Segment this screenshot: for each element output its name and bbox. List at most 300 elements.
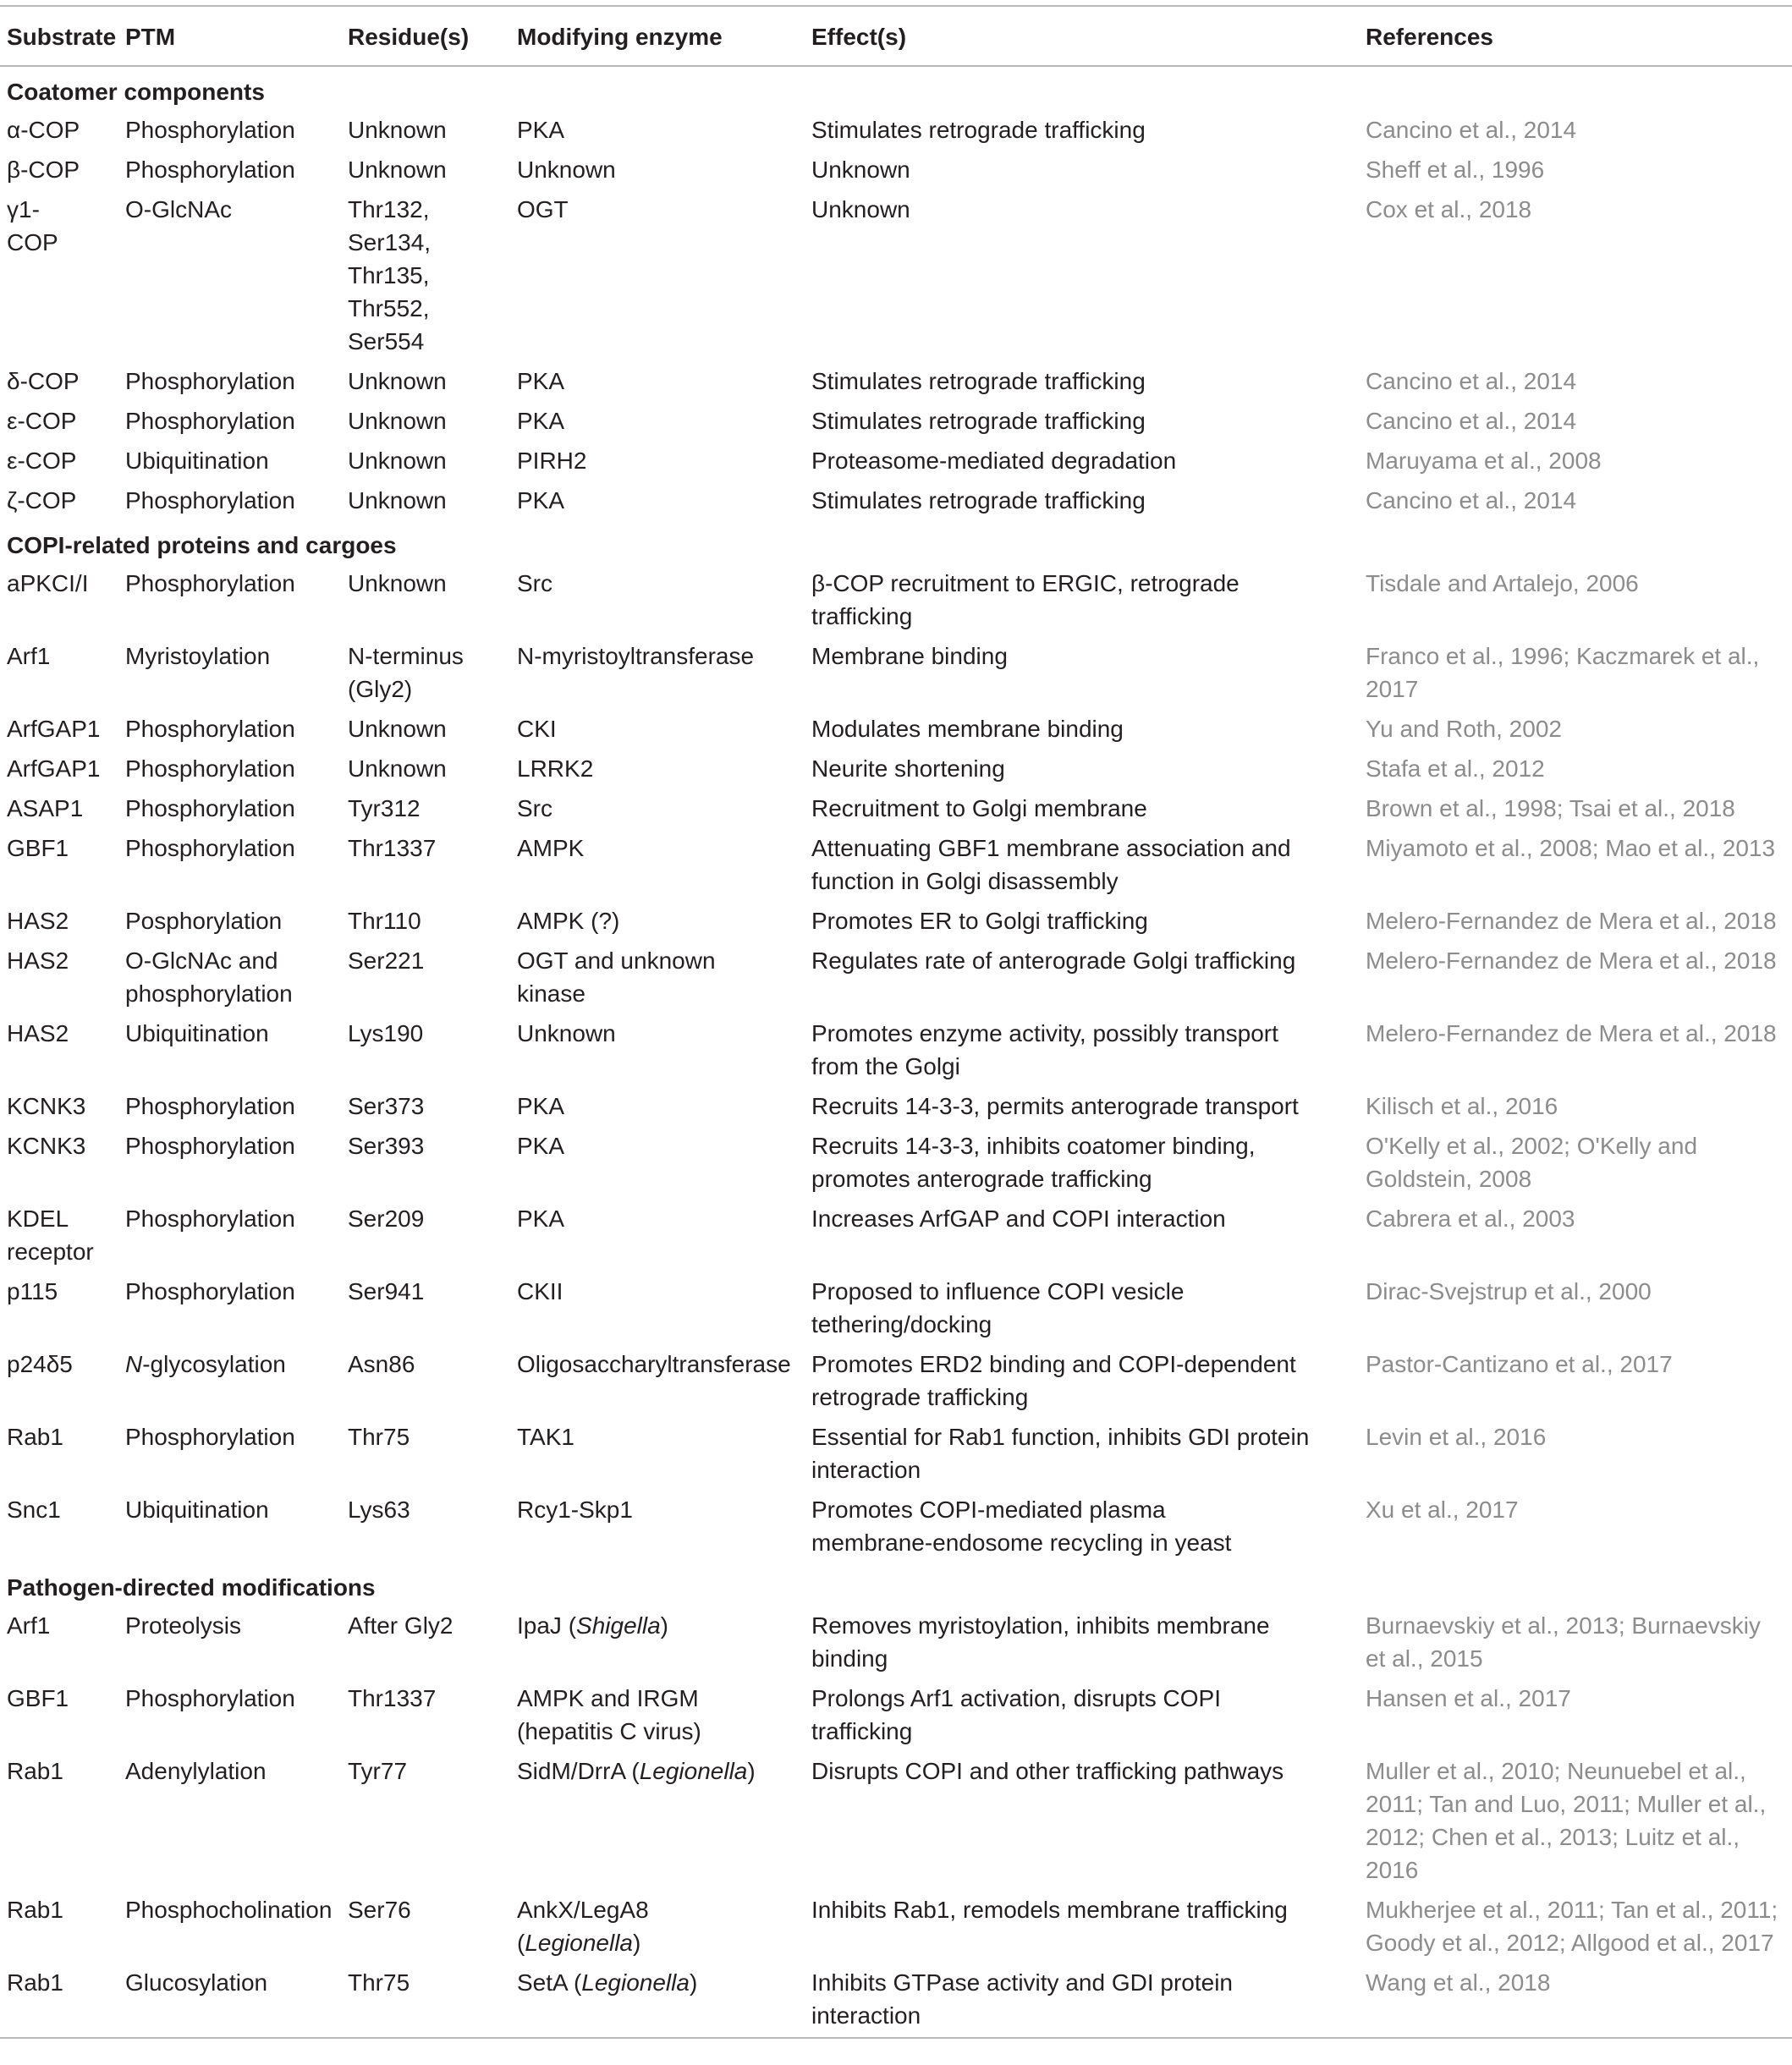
cell-ptm [125, 828, 348, 901]
cell-residue-line: Unknown [348, 157, 447, 183]
section-row [0, 1562, 1792, 1606]
cell-modifying-enzyme-line: PKA [517, 1205, 565, 1232]
cell-effect-line: from the Golgi [811, 1053, 960, 1079]
cell-ptm [125, 1417, 348, 1490]
reference-line: Wang et al., 2018 [1366, 1969, 1551, 1996]
section-row [0, 520, 1792, 563]
table-row [0, 1271, 1792, 1344]
table-row [0, 563, 1792, 636]
reference-line: 2012; Chen et al., 2013; Luitz et al., [1366, 1824, 1740, 1850]
cell-references [1366, 1199, 1792, 1271]
cell-substrate [0, 441, 125, 481]
cell-residue [348, 1490, 517, 1562]
cell-modifying-enzyme [517, 1963, 811, 2038]
header-references: References [1366, 6, 1792, 66]
cell-residue [348, 361, 517, 401]
cell-effect [811, 1963, 1366, 2038]
table-row [0, 1890, 1792, 1963]
cell-modifying-enzyme-line: CKI [517, 716, 557, 742]
cell-effect-line: promotes anterograde trafficking [811, 1166, 1152, 1192]
reference-line: Sheff et al., 1996 [1366, 157, 1545, 183]
cell-residue [348, 749, 517, 788]
cell-effect-line: Stimulates retrograde trafficking [811, 487, 1146, 514]
cell-substrate [0, 361, 125, 401]
cell-substrate-line: Snc1 [7, 1497, 61, 1523]
cell-ptm [125, 709, 348, 749]
cell-effect [811, 563, 1366, 636]
cell-effect-line: Recruits 14-3-3, inhibits coatomer binding, [811, 1133, 1256, 1159]
cell-modifying-enzyme-line: PKA [517, 117, 565, 143]
cell-effect [811, 1126, 1366, 1199]
cell-modifying-enzyme [517, 1890, 811, 1963]
cell-modifying-enzyme [517, 150, 811, 189]
table-row [0, 150, 1792, 189]
header-modifying-enzyme: Modifying enzyme [517, 6, 811, 66]
ptm-table [0, 5, 1792, 2039]
cell-modifying-enzyme-line: PKA [517, 1093, 565, 1119]
cell-modifying-enzyme-line: PKA [517, 408, 565, 434]
cell-references [1366, 189, 1792, 361]
reference-line: Muller et al., 2010; Neunuebel et al., [1366, 1758, 1746, 1784]
cell-effect [811, 901, 1366, 941]
cell-effect-line: Modulates membrane binding [811, 716, 1124, 742]
cell-ptm [125, 788, 348, 828]
cell-ptm-line: Phosphorylation [125, 835, 295, 861]
cell-modifying-enzyme [517, 1271, 811, 1344]
cell-effect-line: Stimulates retrograde trafficking [811, 117, 1146, 143]
cell-substrate [0, 1271, 125, 1344]
cell-modifying-enzyme-line: Unknown [517, 1020, 616, 1046]
reference-line: Hansen et al., 2017 [1366, 1685, 1571, 1711]
cell-references [1366, 1271, 1792, 1344]
table-row [0, 1013, 1792, 1086]
cell-ptm [125, 110, 348, 150]
cell-substrate-line: ArfGAP1 [7, 716, 101, 742]
cell-residue-line: Thr1337 [348, 835, 437, 861]
cell-effect-line: Neurite shortening [811, 755, 1005, 782]
table-row [0, 189, 1792, 361]
cell-effect-line: Promotes ERD2 binding and COPI-dependent [811, 1351, 1296, 1377]
cell-effect [811, 636, 1366, 709]
cell-modifying-enzyme-line: Src [517, 795, 552, 821]
cell-modifying-enzyme-line: PKA [517, 487, 565, 514]
cell-modifying-enzyme-line: PKA [517, 368, 565, 394]
cell-modifying-enzyme-line: PKA [517, 1133, 565, 1159]
cell-ptm-line: Phosphorylation [125, 1205, 295, 1232]
cell-ptm-line: Phosphorylation [125, 368, 295, 394]
cell-substrate-line: Rab1 [7, 1969, 63, 1996]
cell-modifying-enzyme [517, 1344, 811, 1417]
cell-modifying-enzyme [517, 401, 811, 441]
reference-line: Goldstein, 2008 [1366, 1166, 1532, 1192]
cell-effect [811, 401, 1366, 441]
reference-line: Yu and Roth, 2002 [1366, 716, 1562, 742]
cell-residue-line: Lys63 [348, 1497, 410, 1523]
cell-ptm-line: Phosphorylation [125, 157, 295, 183]
cell-residue-line: Ser941 [348, 1278, 425, 1304]
cell-references [1366, 1606, 1792, 1678]
section-title: Pathogen-directed modifications [7, 1574, 376, 1601]
cell-references [1366, 636, 1792, 709]
reference-line: 2017 [1366, 676, 1419, 702]
cell-effect-line: Prolongs Arf1 activation, disrupts COPI [811, 1685, 1221, 1711]
cell-references [1366, 1751, 1792, 1890]
cell-residue-line: Ser76 [348, 1897, 411, 1923]
cell-residue [348, 1344, 517, 1417]
cell-substrate-line: ArfGAP1 [7, 755, 101, 782]
cell-residue [348, 1963, 517, 2038]
cell-effect [811, 709, 1366, 749]
table-row [0, 1126, 1792, 1199]
cell-modifying-enzyme [517, 1678, 811, 1751]
cell-modifying-enzyme [517, 1751, 811, 1890]
reference-line: Kilisch et al., 2016 [1366, 1093, 1558, 1119]
cell-ptm-line: N-glycosylation [125, 1351, 286, 1377]
reference-line: 2011; Tan and Luo, 2011; Muller et al., [1366, 1791, 1767, 1817]
cell-effect [811, 1199, 1366, 1271]
cell-residue-line: Thr1337 [348, 1685, 437, 1711]
cell-references [1366, 110, 1792, 150]
cell-residue [348, 1751, 517, 1890]
cell-ptm-line: Phosphorylation [125, 117, 295, 143]
cell-ptm [125, 901, 348, 941]
cell-substrate-line: Rab1 [7, 1897, 63, 1923]
reference-line: Cancino et al., 2014 [1366, 117, 1577, 143]
cell-effect [811, 1606, 1366, 1678]
cell-effect-line: Membrane binding [811, 643, 1008, 669]
cell-modifying-enzyme-line: Rcy1-Skp1 [517, 1497, 633, 1523]
cell-references [1366, 1417, 1792, 1490]
cell-substrate-line: Arf1 [7, 643, 51, 669]
cell-substrate-line: COP [7, 229, 58, 255]
reference-line: Levin et al., 2016 [1366, 1424, 1547, 1450]
cell-residue-line: N-terminus [348, 643, 464, 669]
cell-residue [348, 901, 517, 941]
cell-residue [348, 1126, 517, 1199]
cell-residue-line: Unknown [348, 448, 447, 474]
cell-ptm [125, 401, 348, 441]
table-row [0, 401, 1792, 441]
cell-residue-line: Asn86 [348, 1351, 415, 1377]
reference-line: Mukherjee et al., 2011; Tan et al., 2011; [1366, 1897, 1778, 1923]
cell-residue [348, 1890, 517, 1963]
table-row [0, 1086, 1792, 1126]
reference-line: Melero-Fernandez de Mera et al., 2018 [1366, 908, 1777, 934]
cell-substrate [0, 150, 125, 189]
cell-modifying-enzyme-line: Oligosaccharyltransferase [517, 1351, 791, 1377]
cell-ptm-line: Ubiquitination [125, 1020, 269, 1046]
cell-residue [348, 636, 517, 709]
cell-ptm [125, 481, 348, 520]
cell-substrate [0, 1344, 125, 1417]
cell-modifying-enzyme-line: N-myristoyltransferase [517, 643, 755, 669]
cell-residue-line: Unknown [348, 408, 447, 434]
cell-substrate-line: HAS2 [7, 947, 69, 974]
cell-ptm-line: Phosphorylation [125, 408, 295, 434]
cell-modifying-enzyme [517, 481, 811, 520]
cell-ptm-line: O-GlcNAc and [125, 947, 278, 974]
cell-residue-line: Thr552, [348, 295, 430, 321]
cell-residue-line: Tyr312 [348, 795, 421, 821]
cell-ptm-line: Phosphorylation [125, 487, 295, 514]
cell-ptm-line: O-GlcNAc [125, 196, 232, 222]
cell-ptm-line: Glucosylation [125, 1969, 268, 1996]
cell-modifying-enzyme-line: LRRK2 [517, 755, 594, 782]
cell-effect [811, 481, 1366, 520]
cell-ptm-line: Phosphocholination [125, 1897, 333, 1923]
cell-ptm-line: Phosphorylation [125, 716, 295, 742]
cell-effect [811, 1086, 1366, 1126]
table-row [0, 941, 1792, 1013]
cell-modifying-enzyme-line: OGT and unknown [517, 947, 716, 974]
cell-substrate [0, 401, 125, 441]
table-row [0, 361, 1792, 401]
cell-references [1366, 401, 1792, 441]
cell-substrate [0, 828, 125, 901]
reference-line: Cox et al., 2018 [1366, 196, 1532, 222]
cell-residue-line: Unknown [348, 570, 447, 596]
cell-effect-line: Increases ArfGAP and COPI interaction [811, 1205, 1226, 1232]
table-row [0, 901, 1792, 941]
table-row [0, 110, 1792, 150]
cell-substrate [0, 1013, 125, 1086]
cell-residue-line: Ser134, [348, 229, 432, 255]
cell-effect [811, 110, 1366, 150]
cell-substrate [0, 1890, 125, 1963]
cell-residue-line: Thr75 [348, 1969, 410, 1996]
cell-residue [348, 110, 517, 150]
cell-residue-line: Thr132, [348, 196, 430, 222]
cell-ptm [125, 441, 348, 481]
cell-substrate-line: KDEL [7, 1205, 69, 1232]
cell-references [1366, 1678, 1792, 1751]
cell-references [1366, 828, 1792, 901]
cell-references [1366, 481, 1792, 520]
cell-ptm [125, 1751, 348, 1890]
cell-effect-line: Unknown [811, 157, 910, 183]
cell-substrate-line: KCNK3 [7, 1133, 86, 1159]
cell-modifying-enzyme [517, 441, 811, 481]
cell-residue [348, 401, 517, 441]
cell-effect-line: Promotes ER to Golgi trafficking [811, 908, 1148, 934]
cell-ptm [125, 563, 348, 636]
cell-ptm-line: Phosphorylation [125, 1685, 295, 1711]
reference-line: Xu et al., 2017 [1366, 1497, 1519, 1523]
header-effects: Effect(s) [811, 6, 1366, 66]
reference-line: 2016 [1366, 1857, 1419, 1883]
cell-residue [348, 441, 517, 481]
cell-effect-line: binding [811, 1645, 888, 1672]
cell-modifying-enzyme [517, 749, 811, 788]
cell-residue-line: Ser373 [348, 1093, 425, 1119]
cell-substrate [0, 481, 125, 520]
cell-effect-line: Proposed to influence COPI vesicle [811, 1278, 1185, 1304]
cell-references [1366, 1086, 1792, 1126]
table-row [0, 636, 1792, 709]
cell-substrate-line: ASAP1 [7, 795, 84, 821]
cell-residue [348, 150, 517, 189]
cell-ptm-line: Phosphorylation [125, 755, 295, 782]
reference-line: Stafa et al., 2012 [1366, 755, 1545, 782]
cell-substrate [0, 1199, 125, 1271]
cell-effect [811, 1271, 1366, 1344]
cell-effect-line: Stimulates retrograde trafficking [811, 408, 1146, 434]
table-row [0, 1490, 1792, 1562]
cell-effect [811, 361, 1366, 401]
cell-references [1366, 901, 1792, 941]
cell-references [1366, 1963, 1792, 2038]
cell-modifying-enzyme [517, 1606, 811, 1678]
cell-substrate-line: p115 [7, 1278, 58, 1304]
cell-substrate-line: p24δ5 [7, 1351, 73, 1377]
cell-references [1366, 563, 1792, 636]
cell-modifying-enzyme [517, 709, 811, 749]
cell-ptm-line: Phosphorylation [125, 570, 295, 596]
cell-modifying-enzyme-line: OGT [517, 196, 569, 222]
cell-effect [811, 828, 1366, 901]
cell-modifying-enzyme [517, 1086, 811, 1126]
cell-references [1366, 441, 1792, 481]
cell-ptm [125, 361, 348, 401]
cell-ptm-line: Proteolysis [125, 1612, 241, 1639]
header-ptm: PTM [125, 6, 348, 66]
cell-modifying-enzyme [517, 1013, 811, 1086]
cell-residue [348, 1606, 517, 1678]
cell-effect-line: Inhibits GTPase activity and GDI protein [811, 1969, 1233, 1996]
cell-effect [811, 1417, 1366, 1490]
cell-residue-line: Unknown [348, 487, 447, 514]
cell-effect-line: Essential for Rab1 function, inhibits GDI protein [811, 1424, 1310, 1450]
cell-modifying-enzyme [517, 1199, 811, 1271]
cell-effect [811, 1751, 1366, 1890]
cell-substrate-line: GBF1 [7, 1685, 69, 1711]
cell-substrate [0, 1751, 125, 1890]
cell-substrate-line: β-COP [7, 157, 80, 183]
cell-modifying-enzyme-line: (Legionella) [517, 1930, 641, 1956]
cell-effect-line: Unknown [811, 196, 910, 222]
table-row [0, 788, 1792, 828]
cell-modifying-enzyme-line: PIRH2 [517, 448, 587, 474]
cell-substrate-line: ζ-COP [7, 487, 77, 514]
cell-substrate [0, 1963, 125, 2038]
cell-references [1366, 1126, 1792, 1199]
cell-ptm [125, 636, 348, 709]
cell-modifying-enzyme [517, 1126, 811, 1199]
cell-substrate [0, 1606, 125, 1678]
cell-substrate [0, 1086, 125, 1126]
table-row [0, 1344, 1792, 1417]
cell-references [1366, 709, 1792, 749]
cell-ptm [125, 1890, 348, 1963]
cell-substrate-line: KCNK3 [7, 1093, 86, 1119]
reference-line: Tisdale and Artalejo, 2006 [1366, 570, 1639, 596]
cell-ptm [125, 749, 348, 788]
cell-ptm-line: Phosphorylation [125, 1278, 295, 1304]
section-title: Coatomer components [7, 79, 265, 105]
cell-ptm-line: Adenylylation [125, 1758, 267, 1784]
cell-references [1366, 941, 1792, 1013]
cell-ptm [125, 1678, 348, 1751]
section-row [0, 66, 1792, 110]
cell-effect-line: tethering/docking [811, 1311, 992, 1337]
cell-substrate-line: aPKCI/I [7, 570, 89, 596]
cell-substrate-line: ε-COP [7, 408, 77, 434]
cell-substrate [0, 1678, 125, 1751]
cell-substrate-line: Arf1 [7, 1612, 51, 1639]
cell-residue [348, 788, 517, 828]
cell-modifying-enzyme-line: TAK1 [517, 1424, 574, 1450]
cell-ptm-line: Phosphorylation [125, 1093, 295, 1119]
cell-residue-line: Ser221 [348, 947, 425, 974]
reference-line: et al., 2015 [1366, 1645, 1483, 1672]
reference-line: Brown et al., 1998; Tsai et al., 2018 [1366, 795, 1735, 821]
reference-line: Cancino et al., 2014 [1366, 368, 1577, 394]
cell-modifying-enzyme [517, 361, 811, 401]
table-row [0, 441, 1792, 481]
cell-substrate [0, 901, 125, 941]
cell-residue-line: Ser393 [348, 1133, 425, 1159]
cell-modifying-enzyme [517, 636, 811, 709]
cell-references [1366, 1890, 1792, 1963]
cell-modifying-enzyme-line: SidM/DrrA (Legionella) [517, 1758, 756, 1784]
table-row [0, 481, 1792, 520]
table-row [0, 1199, 1792, 1271]
cell-effect-line: Attenuating GBF1 membrane association and [811, 835, 1291, 861]
cell-substrate [0, 1490, 125, 1562]
reference-line: O'Kelly et al., 2002; O'Kelly and [1366, 1133, 1698, 1159]
cell-effect-line: membrane-endosome recycling in yeast [811, 1530, 1232, 1556]
table-body [0, 66, 1792, 2038]
cell-residue-line: Thr110 [348, 908, 421, 934]
cell-references [1366, 361, 1792, 401]
cell-effect [811, 941, 1366, 1013]
cell-modifying-enzyme [517, 1490, 811, 1562]
cell-substrate [0, 709, 125, 749]
cell-modifying-enzyme-line: AMPK and IRGM [517, 1685, 699, 1711]
table-row [0, 1678, 1792, 1751]
table-row [0, 1417, 1792, 1490]
cell-references [1366, 1013, 1792, 1086]
cell-references [1366, 749, 1792, 788]
cell-effect-line: interaction [811, 2002, 921, 2029]
cell-substrate [0, 636, 125, 709]
cell-residue [348, 941, 517, 1013]
cell-effect-line: Regulates rate of anterograde Golgi trafficking [811, 947, 1296, 974]
cell-effect-line: trafficking [811, 1718, 913, 1744]
cell-effect-line: function in Golgi disassembly [811, 868, 1119, 894]
cell-ptm [125, 150, 348, 189]
cell-residue [348, 189, 517, 361]
reference-line: Burnaevskiy et al., 2013; Burnaevskiy [1366, 1612, 1761, 1639]
cell-effect-line: Promotes enzyme activity, possibly transport [811, 1020, 1278, 1046]
cell-residue-line: Unknown [348, 716, 447, 742]
cell-modifying-enzyme-line: IpaJ (Shigella) [517, 1612, 668, 1639]
cell-ptm [125, 1013, 348, 1086]
cell-effect [811, 788, 1366, 828]
cell-modifying-enzyme-line: AnkX/LegA8 [517, 1897, 649, 1923]
cell-ptm [125, 1963, 348, 2038]
cell-modifying-enzyme-line: Src [517, 570, 552, 596]
cell-modifying-enzyme [517, 941, 811, 1013]
cell-substrate-line: γ1- [7, 196, 40, 222]
cell-substrate-line: α-COP [7, 117, 80, 143]
cell-residue [348, 1678, 517, 1751]
cell-residue-line: Ser209 [348, 1205, 425, 1232]
reference-line: Maruyama et al., 2008 [1366, 448, 1602, 474]
cell-substrate-line: δ-COP [7, 368, 80, 394]
cell-substrate [0, 563, 125, 636]
cell-modifying-enzyme [517, 563, 811, 636]
